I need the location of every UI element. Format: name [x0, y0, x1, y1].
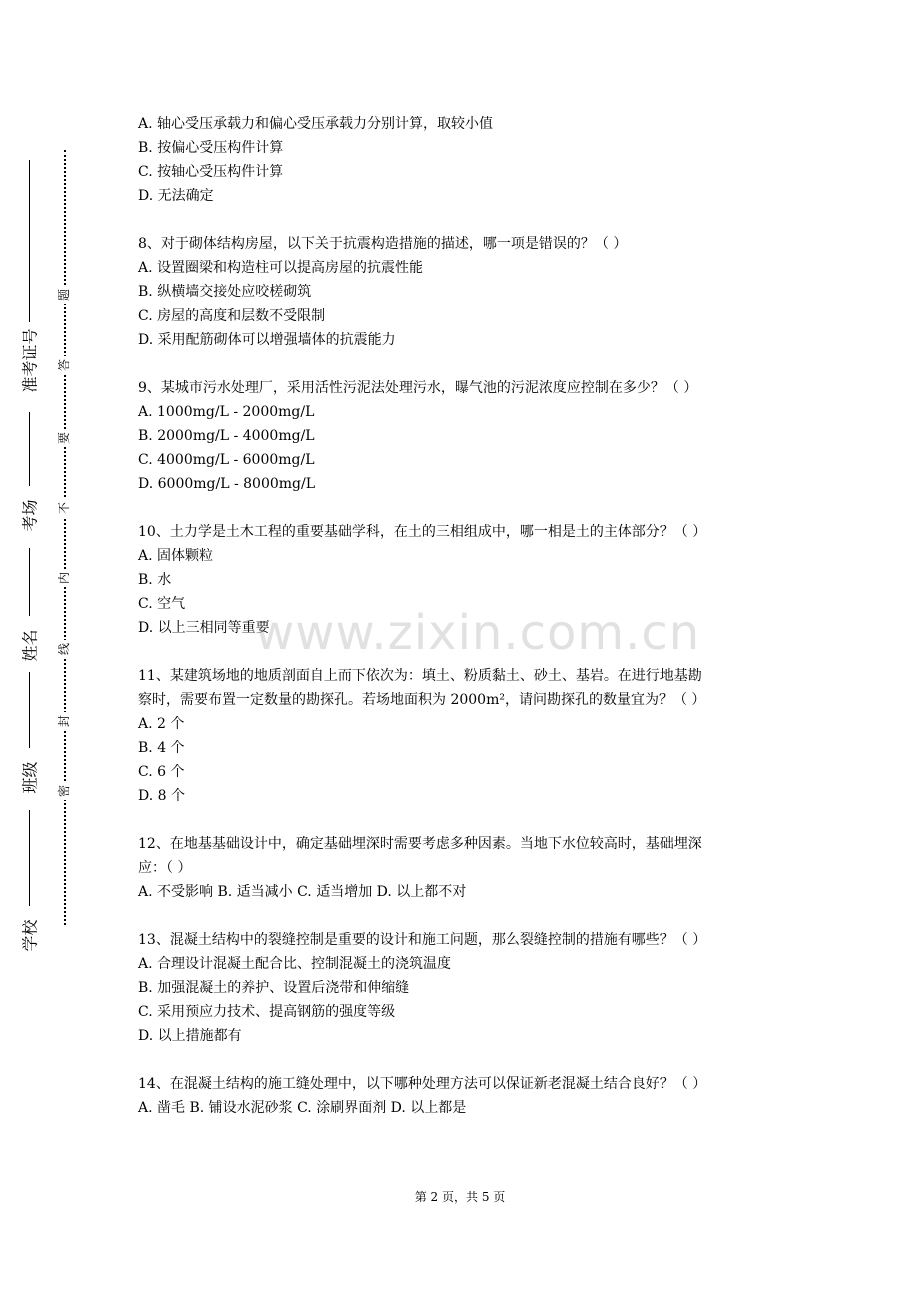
q13-stem: 13、混凝土结构中的裂缝控制是重要的设计和施工问题，那么裂缝控制的措施有哪些？（ ）	[138, 932, 707, 948]
class-line	[29, 672, 30, 748]
exam-room-line	[29, 412, 30, 486]
name-label: 姓名	[20, 629, 40, 662]
q11-option-a: A. 2 个	[138, 716, 185, 732]
q8-option-a: A. 设置圈梁和构造柱可以提高房屋的抗震性能	[138, 260, 424, 276]
q12-stem-line1: 12、在地基基础设计中，确定基础埋深时需要考虑多种因素。当地下水位较高时，基础埋深	[138, 836, 702, 852]
seal-char-1: 题	[55, 286, 73, 304]
q11-stem-line1: 11、某建筑场地的地质剖面自上而下依次为：填土、粉质黏土、砂土、基岩。在进行地基勘	[138, 668, 702, 684]
seal-char-7: 封	[55, 712, 73, 730]
seal-char-8: 密	[55, 782, 73, 800]
q7-option-c: C. 按轴心受压构件计算	[138, 164, 284, 180]
q11-option-d: D. 8 个	[138, 788, 185, 804]
q8-option-d: D. 采用配筋砌体可以增强墙体的抗震能力	[138, 332, 396, 348]
exam-number-line	[29, 160, 30, 322]
q13-option-c: C. 采用预应力技术、提高钢筋的强度等级	[138, 1004, 396, 1020]
q9-option-b: B. 2000mg/L - 4000mg/L	[138, 428, 315, 444]
class-label: 班级	[20, 761, 40, 794]
q13-option-b: B. 加强混凝土的养护、设置后浇带和伸缩缝	[138, 980, 410, 996]
q10-option-c: C. 空气	[138, 596, 186, 612]
school-line	[29, 810, 30, 906]
q7-option-d: D. 无法确定	[138, 188, 214, 204]
seal-char-4: 不	[55, 499, 73, 517]
q10-option-b: B. 水	[138, 572, 172, 588]
name-line	[29, 548, 30, 616]
q7-option-b: B. 按偏心受压构件计算	[138, 140, 284, 156]
page-footer: 第 2 页，共 5 页	[414, 1190, 506, 1204]
q9-option-c: C. 4000mg/L - 6000mg/L	[138, 452, 315, 468]
q10-option-d: D. 以上三相同等重要	[138, 620, 270, 636]
seal-char-6: 线	[55, 640, 73, 658]
q11-option-b: B. 4 个	[138, 740, 185, 756]
q7-option-a: A. 轴心受压承载力和偏心受压承载力分别计算，取较小值	[138, 116, 494, 132]
exam-room-label: 考场	[20, 499, 40, 532]
q8-option-c: C. 房屋的高度和层数不受限制	[138, 308, 326, 324]
q9-stem: 9、某城市污水处理厂，采用活性污泥法处理污水，曝气池的污泥浓度应控制在多少？（ ）	[138, 380, 698, 396]
q12-options: A. 不受影响 B. 适当减小 C. 适当增加 D. 以上都不对	[138, 884, 467, 900]
q9-option-a: A. 1000mg/L - 2000mg/L	[138, 404, 315, 420]
q12-stem-line2: 应：（ ）	[138, 860, 192, 876]
seal-char-2: 答	[55, 356, 73, 374]
q11-option-c: C. 6 个	[138, 764, 185, 780]
q11-stem-line2: 察时，需要布置一定数量的勘探孔。若场地面积为 2000m²，请问勘探孔的数量宜为？（ ）	[138, 692, 706, 708]
q10-option-a: A. 固体颗粒	[138, 548, 214, 564]
q14-stem: 14、在混凝土结构的施工缝处理中，以下哪种处理方法可以保证新老混凝土结合良好？（ ）	[138, 1076, 707, 1092]
q13-option-d: D. 以上措施都有	[138, 1028, 242, 1044]
school-label: 学校	[20, 919, 40, 952]
seal-char-3: 要	[55, 429, 73, 447]
watermark: www.zixin.com.cn	[255, 605, 701, 661]
q9-option-d: D. 6000mg/L - 8000mg/L	[138, 476, 316, 492]
q13-option-a: A. 合理设计混凝土配合比、控制混凝土的浇筑温度	[138, 956, 452, 972]
q10-stem: 10、土力学是土木工程的重要基础学科，在土的三相组成中，哪一相是土的主体部分？（ ）	[138, 524, 707, 540]
binding-margin	[0, 0, 100, 1302]
exam-number-label: 准考证号	[20, 328, 40, 393]
seal-char-5: 内	[55, 569, 73, 587]
q8-option-b: B. 纵横墙交接处应咬槎砌筑	[138, 284, 312, 300]
q8-stem: 8、对于砌体结构房屋，以下关于抗震构造措施的描述，哪一项是错误的？（ ）	[138, 236, 628, 252]
seal-dotted-line	[64, 150, 66, 925]
q14-options: A. 凿毛 B. 铺设水泥砂浆 C. 涂刷界面剂 D. 以上都是	[138, 1100, 467, 1116]
